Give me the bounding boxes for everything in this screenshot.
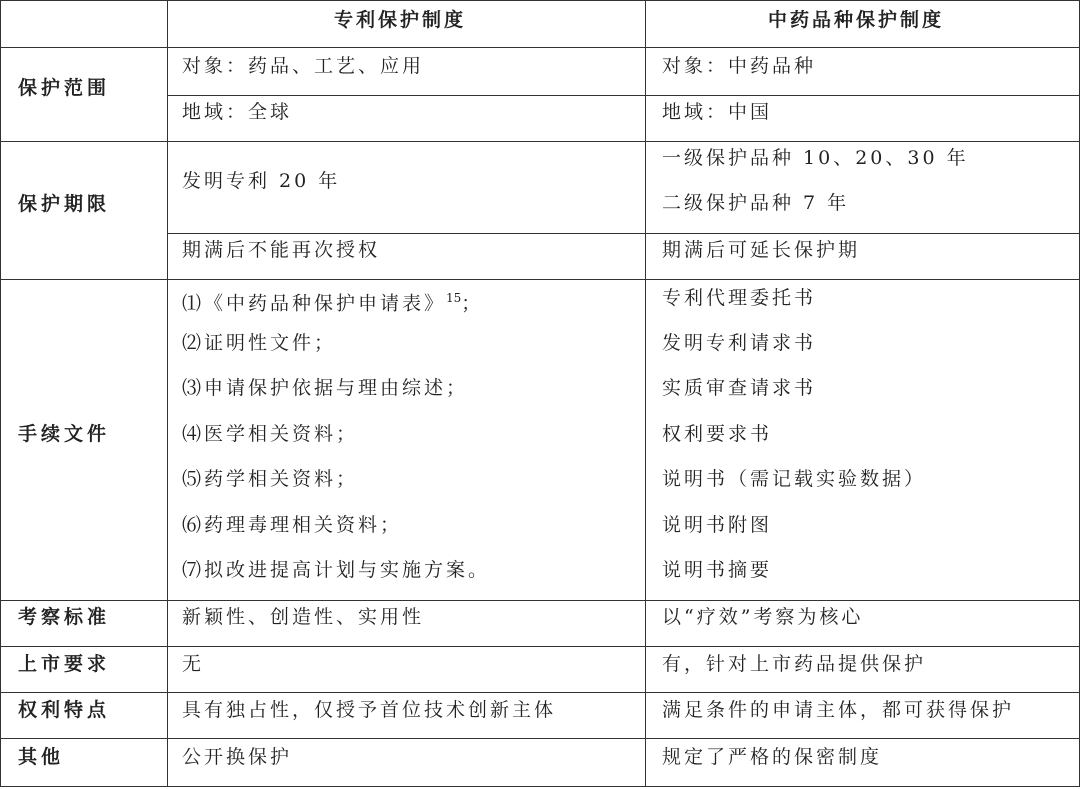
table-border-bottom — [0, 786, 1080, 787]
row-label-term: 保护期限 — [18, 193, 111, 215]
column-divider — [167, 0, 168, 787]
cell-patent-scope-region: 地域：全球 — [182, 101, 293, 123]
cell-tcm-rights: 满足条件的申请主体，都可获得保护 — [662, 699, 1015, 721]
cell-patent-criteria: 新颖性、创造性、实用性 — [182, 606, 425, 628]
tcm-doc-item: 实质审查请求书 — [662, 377, 817, 399]
row-divider — [0, 279, 1080, 280]
row-label-scope: 保护范围 — [18, 77, 111, 99]
row-divider — [0, 738, 1080, 739]
cell-patent-expiry: 期满后不能再次授权 — [182, 239, 381, 261]
table-border-top — [0, 0, 1080, 1]
row-label-other: 其他 — [18, 746, 65, 768]
row-divider — [167, 95, 1080, 96]
cell-patent-other: 公开换保护 — [182, 746, 293, 768]
cell-tcm-criteria: 以“疗效”考察为核心 — [662, 606, 864, 628]
row-label-market: 上市要求 — [18, 653, 111, 675]
patent-doc-item: ⑺拟改进提高计划与实施方案。 — [182, 559, 491, 581]
tcm-doc-item: 说明书摘要 — [662, 559, 773, 581]
cell-patent-market: 无 — [182, 653, 205, 675]
patent-doc-item: ⑴《中药品种保护申请表》$^{15}$； — [182, 291, 484, 315]
column-header-patent: 专利保护制度 — [334, 9, 467, 31]
tcm-doc-item: 专利代理委托书 — [662, 287, 817, 309]
tcm-doc-item: 说明书（需记载实验数据） — [662, 468, 927, 490]
cell-tcm-level1: 一级保护品种 10、20、30 年 — [662, 147, 969, 169]
column-divider — [645, 0, 646, 787]
row-divider — [0, 600, 1080, 601]
patent-doc-item: ⑷医学相关资料； — [182, 423, 359, 445]
cell-patent-rights: 具有独占性，仅授予首位技术创新主体 — [182, 699, 557, 721]
row-divider — [0, 47, 1080, 48]
column-header-tcm: 中药品种保护制度 — [768, 9, 945, 31]
tcm-doc-item: 发明专利请求书 — [662, 332, 817, 354]
row-divider — [0, 646, 1080, 647]
footnote-marker: 15 — [446, 291, 462, 305]
row-label-docs: 手续文件 — [18, 423, 111, 445]
row-divider — [0, 692, 1080, 693]
patent-doc-item: ⑶申请保护依据与理由综述； — [182, 377, 469, 399]
row-divider — [167, 233, 1080, 234]
cell-patent-term: 发明专利 20 年 — [182, 170, 341, 192]
patent-doc-item: ⑸药学相关资料； — [182, 468, 359, 490]
cell-tcm-other: 规定了严格的保密制度 — [662, 746, 883, 768]
cell-tcm-scope-region: 地域：中国 — [662, 101, 773, 123]
patent-doc-item: ⑹药理毒理相关资料； — [182, 514, 403, 536]
cell-tcm-level2: 二级保护品种 7 年 — [662, 192, 850, 214]
row-label-criteria: 考察标准 — [18, 606, 111, 628]
row-label-rights: 权利特点 — [18, 699, 111, 721]
row-divider — [0, 141, 1080, 142]
tcm-doc-item: 说明书附图 — [662, 514, 773, 536]
cell-tcm-scope-object: 对象：中药品种 — [662, 55, 817, 77]
cell-tcm-market: 有，针对上市药品提供保护 — [662, 653, 927, 675]
patent-doc-item: ⑵证明性文件； — [182, 332, 337, 354]
table-border-left — [0, 0, 1, 787]
cell-tcm-expiry: 期满后可延长保护期 — [662, 239, 861, 261]
tcm-doc-item: 权利要求书 — [662, 423, 773, 445]
cell-patent-scope-object: 对象：药品、工艺、应用 — [182, 55, 425, 77]
